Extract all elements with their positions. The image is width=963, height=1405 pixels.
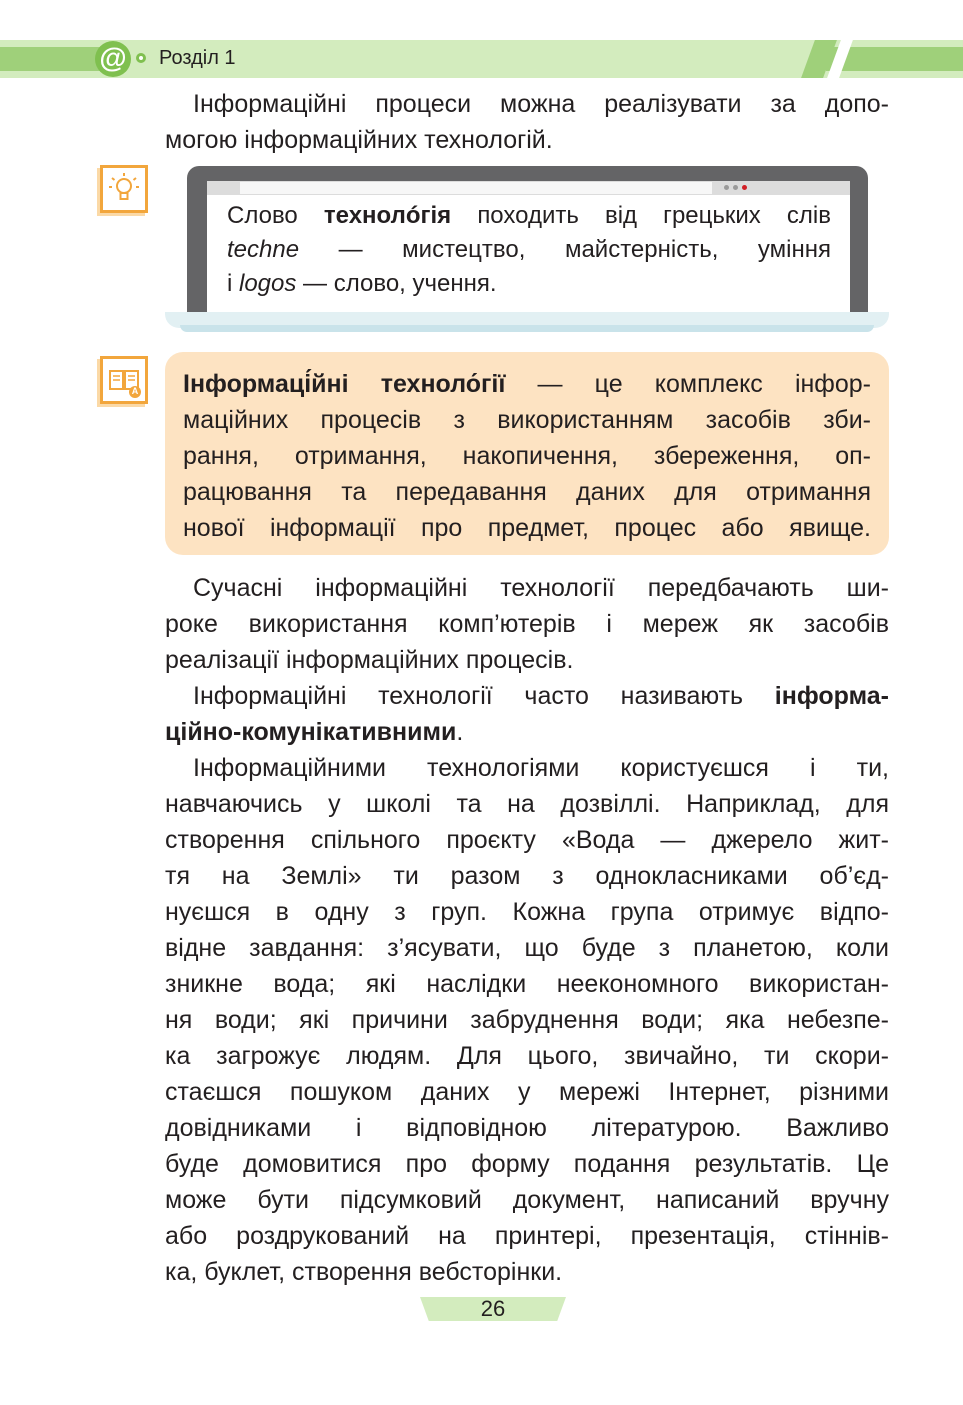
definition-line-2: маційних процесів з використанням засобів зби- [183, 406, 871, 434]
definition-line-5: нової інформації про предмет, процес або явище. [183, 514, 871, 542]
para3-line: відне завдання: з’ясувати, що буде з планетою, коли [165, 934, 889, 962]
browser-address-bar [240, 182, 712, 194]
dictionary-book-icon [100, 356, 148, 404]
browser-dot-red [742, 185, 747, 190]
para3-line: нуєшся в одну з груп. Кожна група отримує відпо- [165, 898, 889, 926]
tip-line-3: і logos — слово, учення. [227, 270, 497, 297]
para3-line: ка загрожує людям. Для цього, звичайно, ти скори- [165, 1042, 889, 1070]
para1-line-1: Сучасні інформаційні технології передбачають ши- [193, 574, 889, 602]
para3-line: ня води; які причини забруднення води; яка небезпе- [165, 1006, 889, 1034]
intro-line-1: Інформаційні процеси можна реалізувати за допо- [193, 90, 889, 118]
browser-dot [733, 185, 738, 190]
para3-line: тя на Землі» ти разом з однокласниками об’єд- [165, 862, 889, 890]
para3-line: ка, буклет, створення вебсторінки. [165, 1258, 563, 1286]
para3-line: або роздрукований на принтері, презентація, стіннів- [165, 1222, 889, 1250]
at-sign-icon: @ [95, 41, 131, 77]
para3-line: Інформаційними технологіями користуєшся і ти, [193, 754, 889, 782]
para3-line: довідниками і відповідною літературою. Важливо [165, 1114, 889, 1142]
intro-line-2: могою інформаційних технологій. [165, 126, 553, 154]
browser-dot [724, 185, 729, 190]
para2-line-2: ційно-комунікативними. [165, 718, 464, 746]
section-title: Розділ 1 [159, 47, 236, 69]
laptop-base-shadow [180, 325, 874, 332]
para3-line: створення спільного проєкту «Вода — джерело жит- [165, 826, 889, 854]
lightbulb-glyph [103, 168, 145, 210]
para3-line: може бути підсумковий документ, написаний вручну [165, 1186, 889, 1214]
para2-line-1: Інформаційні технології часто називають інформа- [193, 682, 889, 710]
definition-line-1: Інформаці́йні техноло́гії — це комплекс інфор- [183, 370, 872, 398]
para3-line: навчаючись у школі та на дозвіллі. Наприклад, для [165, 790, 889, 818]
header-left-stripe [0, 47, 110, 71]
tip-line-2: techne — мистецтво, майстерність, уміння [227, 236, 831, 263]
definition-line-4: рацювання та передавання даних для отримання [183, 478, 871, 506]
para3-line: стаєшся пошуком даних у мережі Інтернет, різними [165, 1078, 889, 1106]
para3-line: зникне вода; які наслідки неекономного використан- [165, 970, 889, 998]
lightbulb-icon [100, 165, 148, 213]
definition-line-3: рання, отримання, накопичення, збереження, оп- [183, 442, 871, 470]
header-dot [136, 53, 146, 63]
para1-line-3: реалізації інформаційних процесів. [165, 646, 574, 674]
badge-letter: A [131, 386, 139, 396]
para3-line: буде домовитися про форму подання результатів. Це [165, 1150, 889, 1178]
tip-line-1: Слово технолóгія походить від грецьких слів [227, 202, 832, 229]
para1-line-2: роке використання комп’ютерів і мереж як засобів [165, 610, 889, 638]
page-number: 26 [480, 1296, 506, 1321]
